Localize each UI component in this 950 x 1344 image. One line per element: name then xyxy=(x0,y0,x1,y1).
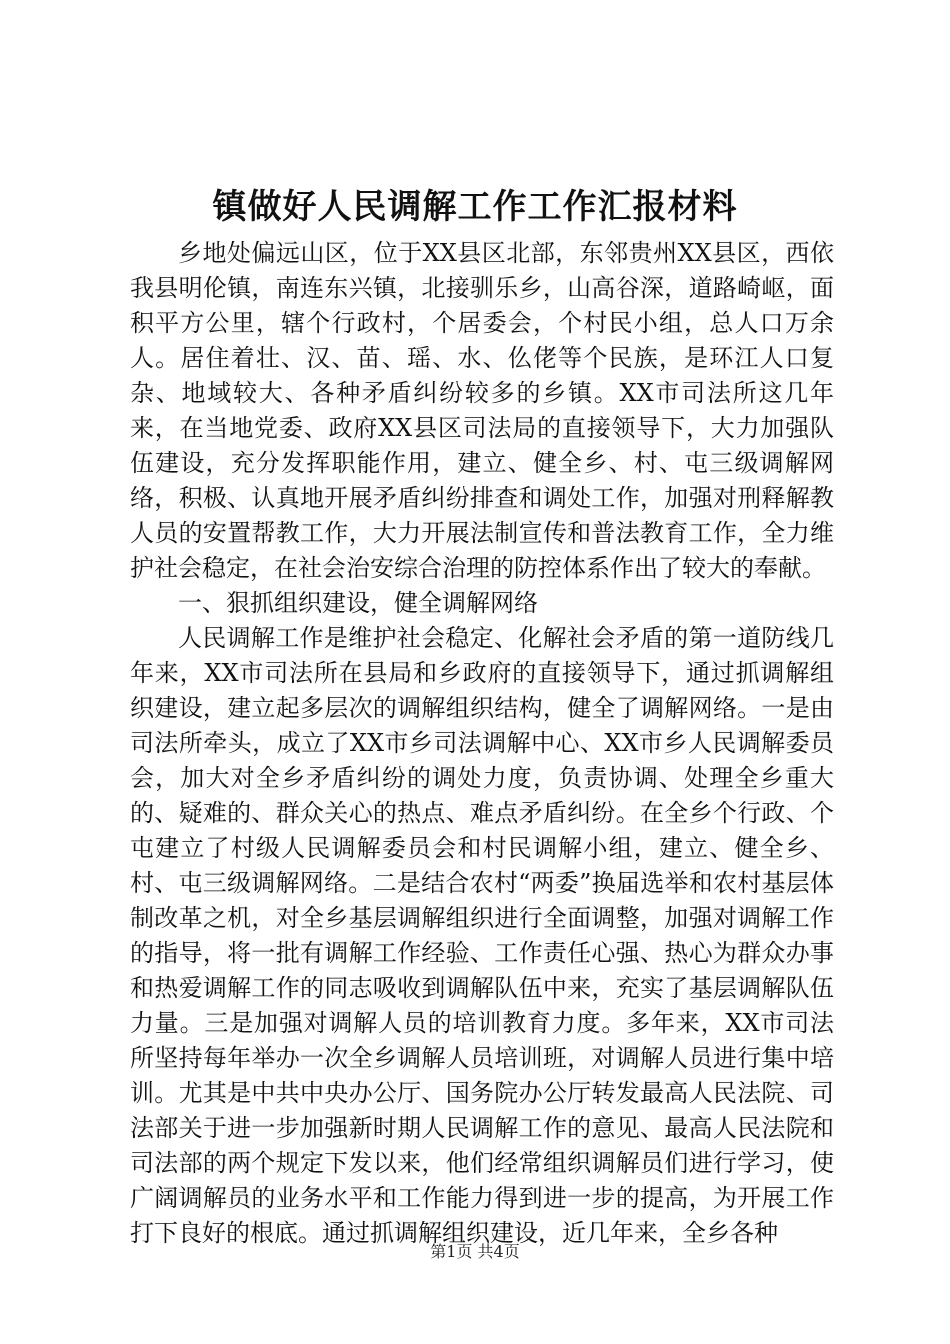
section-paragraph: 人民调解工作是维护社会稳定、化解社会矛盾的第一道防线几年来，XX市司法所在县局和乡政府的直接领导下，通过抓调解组织建设，建立起多层次的调解组织结构，健全了调解网络。一是由司法所牵头，成立了XX市乡司法调解中心、XX市乡人民调解委员会，加大对全乡矛盾纠纷的调处力度，负责协调、处理全乡重大的、疑难的、群众关心的热点、难点矛盾纠纷。在全乡个行政、个屯建立了村级人民调解委员会和村民调解小组，建立、健全乡、村、屯三级调解网络。二是结合农村“两委”换届选举和农村基层体制改革之机，对全乡基层调解组织进行全面调整，加强对调解工作的指导，将一批有调解工作经验、工作责任心强、热心为群众办事和热爱调解工作的同志吸收到调解队伍中来，充实了基层调解队伍力量。三是加强对调解人员的培训教育力度。多年来，XX市司法所坚持每年举办一次全乡调解人员培训班，对调解人员进行集中培训。尤其是中共中央办公厅、国务院办公厅转发最高人民法院、司法部关于进一步加强新时期人民调解工作的意见、最高人民法院和司法部的两个规定下发以来，他们经常组织调解员们进行学习，使广阔调解员的业务水平和工作能力得到进一步的提高，为开展工作打下良好的根底。通过抓调解组织建设，近几年来，全乡各种 xyxy=(130,624,834,1247)
intro-paragraph: 乡地处偏远山区，位于XX县区北部，东邻贵州XX县区，西依我县明伦镇，南连东兴镇，北接驯乐乡，山高谷深，道路崎岖，面积平方公里，辖个行政村，个居委会，个村民小组，总人口万余人。居住着壮、汉、苗、瑶、水、仫佬等个民族，是环江人口复杂、地域较大、各种矛盾纠纷较多的乡镇。XX市司法所这几年来，在当地党委、政府XX县区司法局的直接领导下，大力加强队伍建设，充分发挥职能作用，建立、健全乡、村、屯三级调解网络，积极、认真地开展矛盾纠纷排查和调处工作，加强对刑释解教人员的安置帮教工作，大力开展法制宣传和普法教育工作，全力维护社会稳定，在社会治安综合治理的防控体系作出了较大的奉献。 xyxy=(130,239,834,582)
document-body xyxy=(130,236,834,1251)
section-heading: 一、狠抓组织建设，健全调解网络 xyxy=(178,589,538,617)
page-footer: 第1页 共4页 xyxy=(430,1242,520,1261)
document-title: 镇做好人民调解工作工作汇报材料 xyxy=(212,187,738,227)
